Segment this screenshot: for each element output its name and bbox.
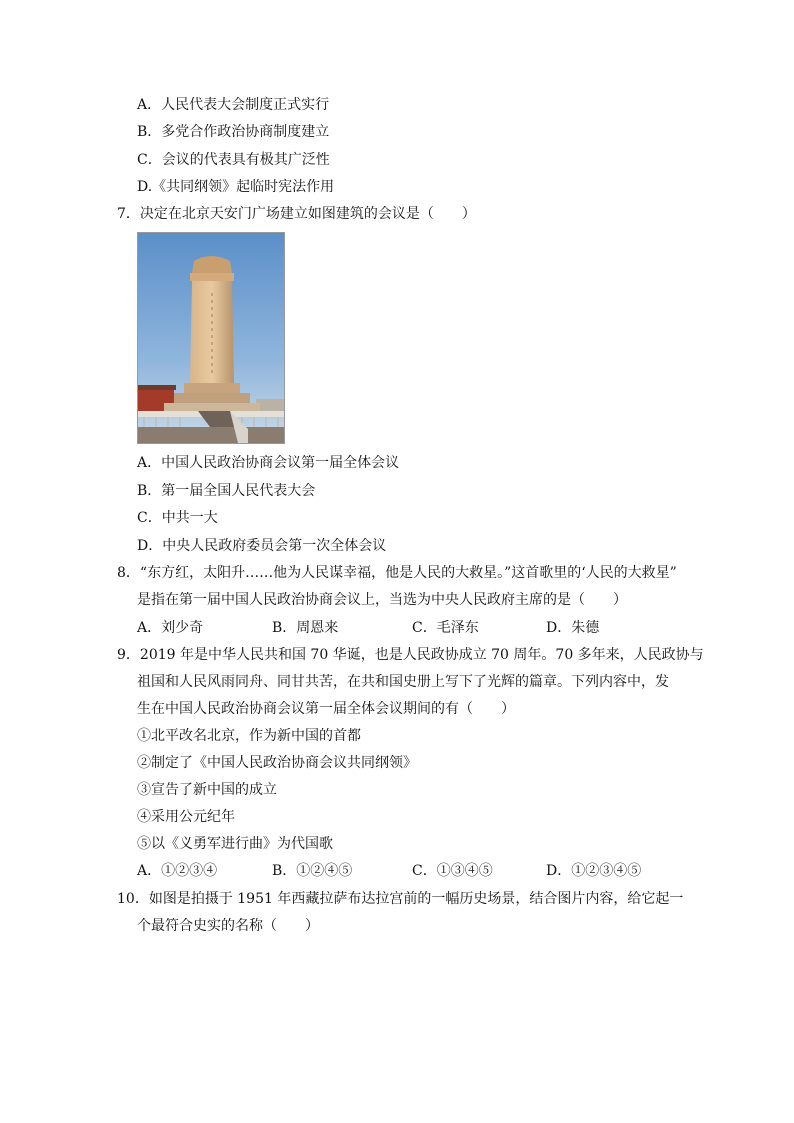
q7-option-d: D．中央人民政府委员会第一次全体会议 [137,538,387,554]
q8-stem-line-2: 是指在第一届中国人民政治协商会议上，当选为中央人民政府主席的是（ ） [137,592,627,608]
q7-option-a: A．中国人民政治协商会议第一届全体会议 [137,455,400,471]
q6-option-c: C．会议的代表具有极其广泛性 [137,152,330,168]
q7-stem: 7．决定在北京天安门广场建立如图建筑的会议是（ ） [117,206,476,222]
q6-option-a: A．人民代表大会制度正式实行 [137,97,330,113]
q9-item-1: ①北平改名北京，作为新中国的首都 [137,728,361,744]
q9-option-b: B．①②④⑤ [272,863,353,879]
q7-option-b: B．第一届全国人民代表大会 [137,483,316,499]
q9-option-d: D．①②③④⑤ [546,863,642,879]
q9-stem-line-3: 生在中国人民政治协商会议第一届全体会议期间的有（ ） [137,701,515,717]
q9-item-4: ④采用公元纪年 [137,809,235,825]
monument-photo [137,232,285,444]
q9-item-3: ③宣告了新中国的成立 [137,782,277,798]
monument-illustration [138,233,284,443]
q9-option-c: C．①③④⑤ [412,863,493,879]
q8-option-d: D．朱德 [546,620,600,636]
q8-option-b: B．周恩来 [272,620,339,636]
q9-option-a: A．①②③④ [137,863,218,879]
q8-option-c: C．毛泽东 [412,620,479,636]
q6-option-b: B．多党合作政治协商制度建立 [137,124,330,140]
q10-stem-line-2: 个最符合史实的名称（ ） [137,918,319,934]
q9-stem-line-2: 祖国和人民风雨同舟、同甘共苦，在共和国史册上写下了光辉的篇章。下列内容中，发 [137,674,669,690]
q9-stem-line-1: 9．2019 年是中华人民共和国 70 华诞，也是人民政协成立 70 周年。70 多年来，人民政协与 [117,647,704,663]
q8-stem-line-1: 8．“东方红，太阳升……他为人民谋幸福，他是人民的大救星。”这首歌里的‘人民的大救星” [117,565,677,581]
q9-item-2: ②制定了《中国人民政治协商会议共同纲领》 [137,755,417,771]
q6-option-d: D.《共同纲领》起临时宪法作用 [137,179,335,195]
q8-option-a: A．刘少奇 [137,620,204,636]
q10-stem-line-1: 10．如图是拍摄于 1951 年西藏拉萨布达拉宫前的一幅历史场景，结合图片内容，给它起一 [117,891,684,907]
q7-option-c: C．中共一大 [137,510,218,526]
q9-item-5: ⑤以《义勇军进行曲》为代国歌 [137,836,333,852]
